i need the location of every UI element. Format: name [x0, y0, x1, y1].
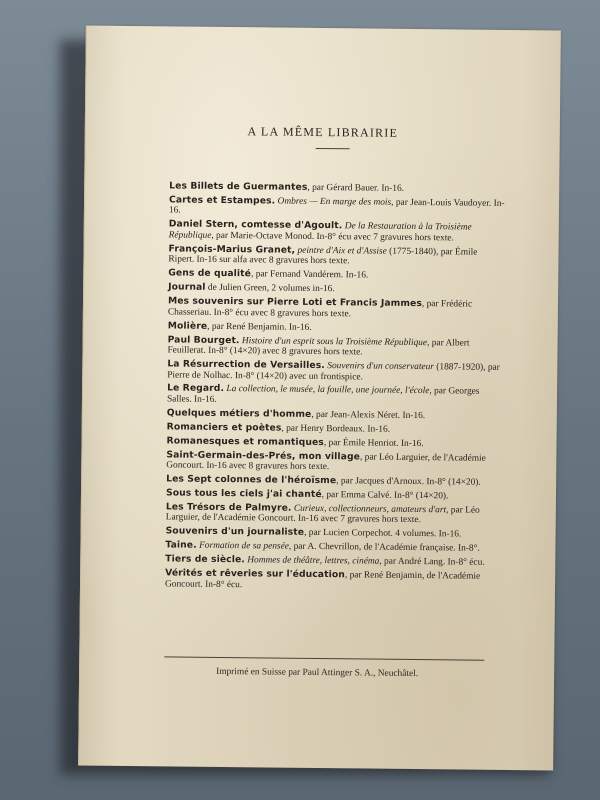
book-entry	[165, 541, 501, 555]
book-title: Les Sept colonnes de l'héroïsme	[166, 473, 337, 487]
book-entry	[167, 408, 503, 422]
book-title: Saint-Germain-des-Prés, mon village	[166, 449, 361, 463]
book-title: Daniel Stern, comtesse d'Agoult.	[168, 218, 343, 232]
book-subtitle: Histoire d'un esprit sous la Troisième République,	[239, 335, 430, 348]
book-entry	[167, 359, 503, 384]
book-details: , par René Benjamin. In-16.	[207, 321, 312, 333]
book-details: , par Jacques d'Arnoux. In-8° (14×20).	[336, 476, 481, 488]
book-entry	[167, 422, 503, 436]
book-entry	[166, 488, 502, 502]
book-title: La Résurrection de Versailles.	[167, 358, 325, 372]
book-entry	[166, 527, 502, 541]
book-details: , par Gérard Bauer. In-16.	[307, 182, 405, 194]
book-subtitle: La collection, le musée, la fouille, une journée, l'école,	[224, 384, 432, 397]
book-details: , par Jean-Alexis Néret. In-16.	[311, 409, 426, 422]
book-details: par Albert Feuillerat. In-8° (14×20) avec 8 gravures hors texte.	[167, 337, 470, 358]
publisher-list-heading: A LA MÊME LIBRAIRIE	[247, 124, 399, 140]
book-title: Cartes et Estampes.	[169, 194, 276, 207]
book-entry	[165, 555, 501, 569]
book-title: Romanciers et poètes	[166, 421, 282, 434]
book-entry	[169, 220, 505, 245]
book-entry	[169, 181, 505, 195]
book-details: (1887-1920), par Pierre de Nolhac. In-8° (14×20) avec un frontispice.	[167, 362, 500, 383]
book-title: Romanesques et romantiques	[166, 435, 324, 448]
book-entry	[168, 283, 504, 297]
book-details: de Julien Green, 2 volumes in-16.	[205, 283, 335, 295]
book-details: , par Frédéric Chasseriau. In-8° écu avec 8 gravures hors texte.	[167, 299, 473, 320]
book-details: , par Henry Bordeaux. In-16.	[281, 423, 391, 435]
book-details: , par Émile Henriot. In-16.	[323, 437, 424, 449]
book-subtitle: Hommes de théâtre, lettres, cinéma,	[244, 555, 382, 567]
book-title: François-Marius Granet,	[168, 243, 296, 256]
book-subtitle: Ombres — En marge des mois,	[275, 196, 394, 208]
book-title: Molière	[167, 320, 208, 332]
book-subtitle: De la Restauration à la Troisième République,	[168, 221, 472, 241]
book-title: Quelques métiers d'homme	[166, 407, 312, 420]
book-title: Les Trésors de Palmyre.	[165, 501, 292, 514]
heading-rule	[316, 148, 350, 149]
book-entry	[169, 195, 505, 220]
book-details: , par Léo Larguier, de l'Académie Goncourt. In-16 avec 8 gravures hors texte.	[166, 452, 486, 473]
book-details: , par Fernand Vandérem. In-16.	[250, 269, 369, 281]
book-title: Souvenirs d'un journaliste	[165, 525, 305, 539]
book-entry	[168, 244, 504, 269]
book-subtitle: peintre d'Aix et d'Assise	[295, 245, 387, 257]
book-subtitle: Souvenirs d'un conservateur	[324, 361, 435, 373]
book-details: , par Lucien Corpechot. 4 volumes. In-16.	[304, 528, 462, 540]
book-entry	[166, 502, 502, 527]
book-entry	[167, 384, 503, 409]
book-details: par A. Chevrillon, de l'Académie française. In-8°.	[291, 541, 480, 554]
book-title: Journal	[168, 281, 206, 294]
book-title: Paul Bourget.	[167, 333, 240, 346]
printer-imprint: Imprimé en Suisse par Paul Attinger S. A., Neuchâtel.	[216, 666, 419, 680]
book-title: Tiers de siècle.	[165, 553, 245, 566]
book-entry	[167, 335, 503, 360]
book-details: (1775-1840), par Émile Ripert. In-16 sur alfa avec 8 gravures hors texte.	[168, 246, 478, 267]
book-title: Le Regard.	[167, 382, 225, 395]
book-details: , par René Benjamin, de l'Académie Goncourt. In-8° écu.	[164, 570, 481, 590]
book-subtitle: Formation de sa pensée,	[196, 540, 292, 552]
book-title: Mes souvenirs sur Pierre Loti et Francis Jammes	[167, 295, 422, 310]
book-entry	[168, 321, 504, 335]
book-details: par Georges Salles. In-16.	[166, 386, 480, 405]
book-details: , par Emma Calvé. In-8° (14×20).	[321, 490, 449, 502]
book-back-cover	[78, 26, 561, 771]
book-details: par Léo Larguier, de l'Académie Goncourt. In-16 avec 7 gravures hors texte.	[165, 505, 480, 526]
book-subtitle: Curieux, collectionneurs, amateurs d'art,	[291, 503, 449, 516]
book-entry	[168, 297, 504, 322]
book-entry	[166, 436, 502, 450]
book-entry	[165, 568, 501, 593]
book-title: Les Billets de Guermantes	[169, 180, 308, 193]
book-details: par Jean-Louis Vaudoyer. In-16.	[168, 197, 505, 217]
book-entry	[166, 450, 502, 475]
imprint-rule	[164, 656, 484, 660]
book-details: par Marie-Octave Monod. In-8° écu avec 7 gravures hors texte.	[213, 230, 454, 244]
book-list	[165, 181, 505, 596]
book-title: Vérités et rêveries sur l'éducation	[165, 567, 345, 581]
book-entry	[166, 475, 502, 489]
book-title: Sous tous les ciels j'ai chanté	[165, 487, 322, 501]
book-title: Gens de qualité	[168, 267, 252, 280]
book-entry	[168, 269, 504, 283]
book-title: Taine.	[165, 539, 197, 551]
book-details: par André Lang. In-8° écu.	[381, 556, 485, 568]
